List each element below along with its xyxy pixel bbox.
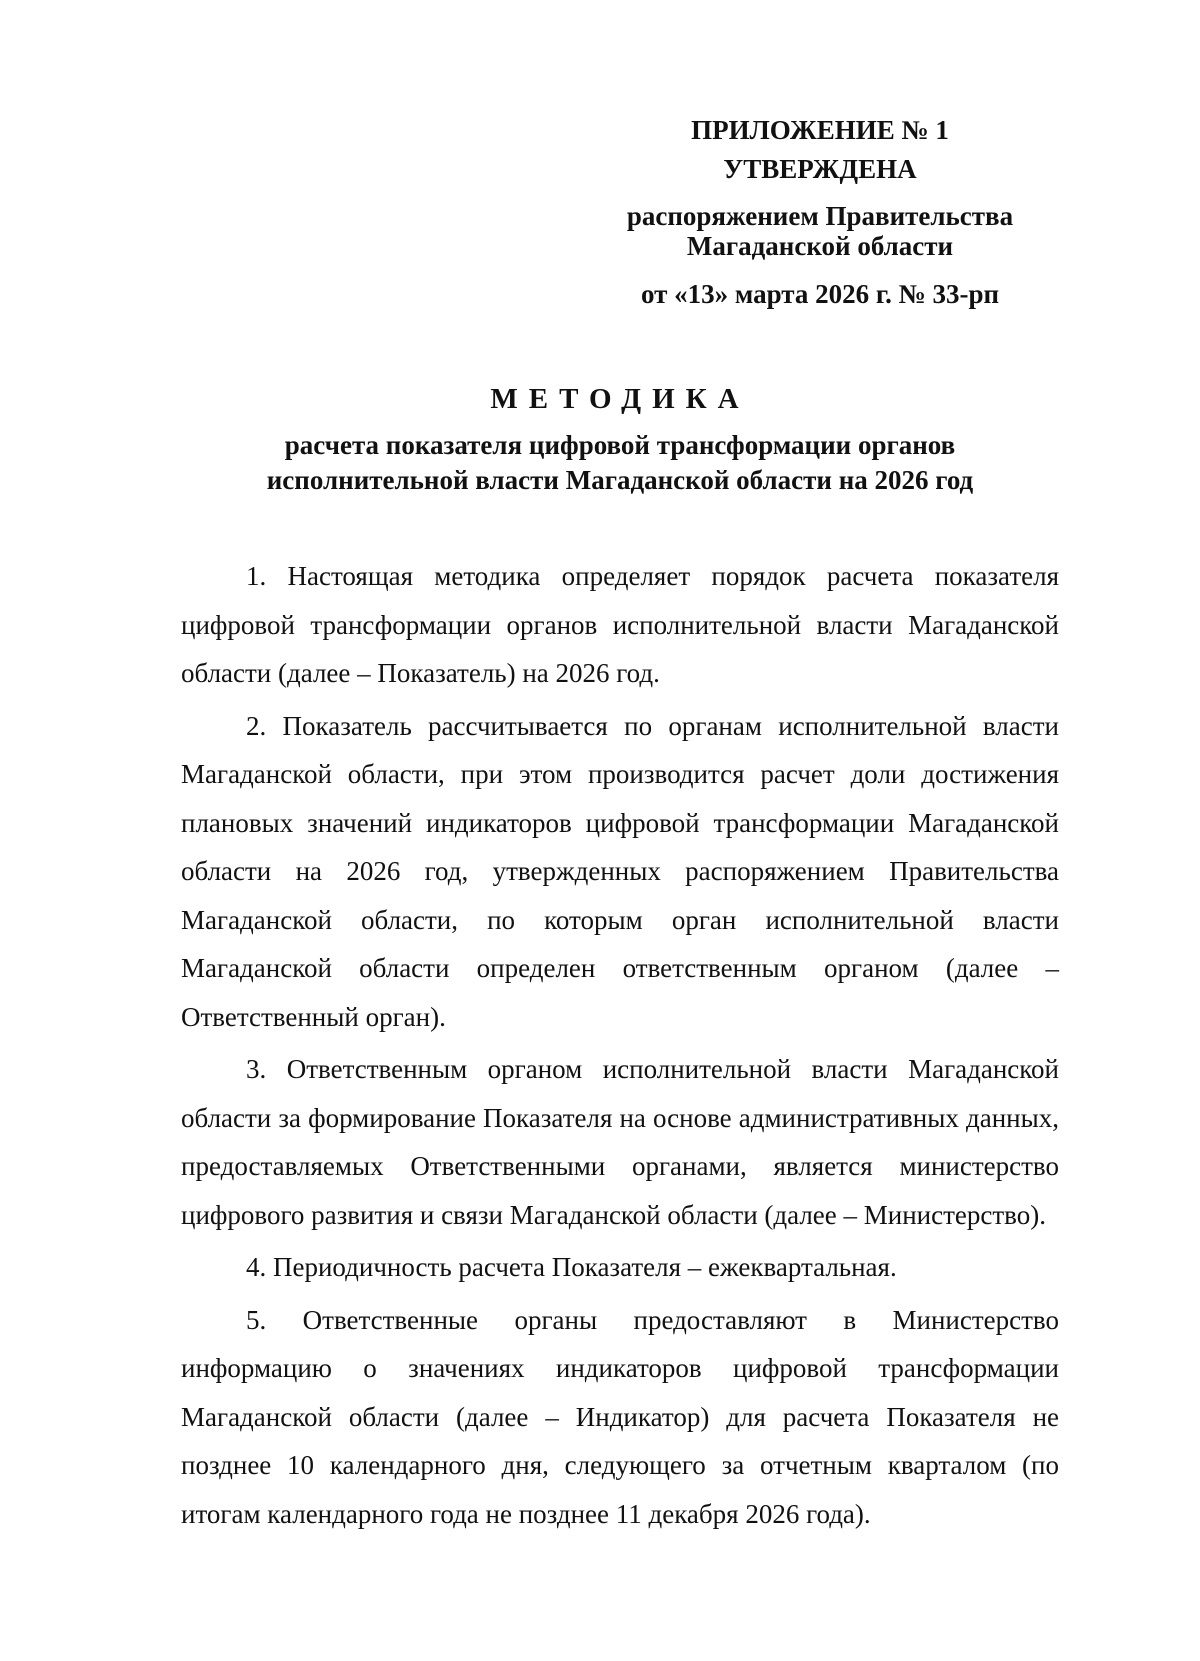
order-date-number: от «13» марта 2026 г. № 33-рп (640, 279, 1000, 309)
subtitle-line-2: исполнительной власти Магаданской области на 2026 год (266, 465, 974, 495)
document-title: МЕТОДИКА (490, 383, 750, 415)
document-body (181, 552, 1059, 1542)
approved-by-region: Магаданской области (686, 231, 954, 261)
clause-3: 3. Ответственным органом исполнительной власти Магаданской области за формирование Показателя на основе административных данных, предоставляемых Ответственными органами, является министерство цифрового развития и связи Магаданской области (далее – Министерство). (181, 1054, 1059, 1230)
clause-4: 4. Периодичность расчета Показателя – ежеквартальная. (246, 1252, 897, 1282)
clause-2: 2. Показатель рассчитывается по органам исполнительной власти Магаданской области, при этом производится расчет доли достижения плановых значений индикаторов цифровой трансформации Магаданской области на 2026 год, утвержденных распоряжением Правительства Магаданской области, по которым орган исполнительной власти Магаданской области определен ответственным органом (далее – Ответственный орган). (181, 710, 1059, 1032)
approved-by-line: распоряжением Правительства (626, 201, 1014, 231)
approved-label: УТВЕРЖДЕНА (723, 154, 917, 184)
clause-5: 5. Ответственные органы предоставляют в Министерство информацию о значениях индикаторов цифровой трансформации Магаданской области (далее – Индикатор) для расчета Показателя не позднее 10 календарного дня, следующего за отчетным кварталом (по итогам календарного года не позднее 11 декабря 2026 года). (181, 1304, 1059, 1529)
clause-1: 1. Настоящая методика определяет порядок расчета показателя цифровой трансформации органов исполнительной власти Магаданской области (далее – Показатель) на 2026 год. (181, 561, 1059, 688)
appendix-number: ПРИЛОЖЕНИЕ № 1 (691, 115, 949, 145)
document-subtitle (180, 428, 1060, 498)
subtitle-line-1: расчета показателя цифровой трансформации органов (284, 430, 956, 460)
approval-block (600, 112, 1040, 310)
